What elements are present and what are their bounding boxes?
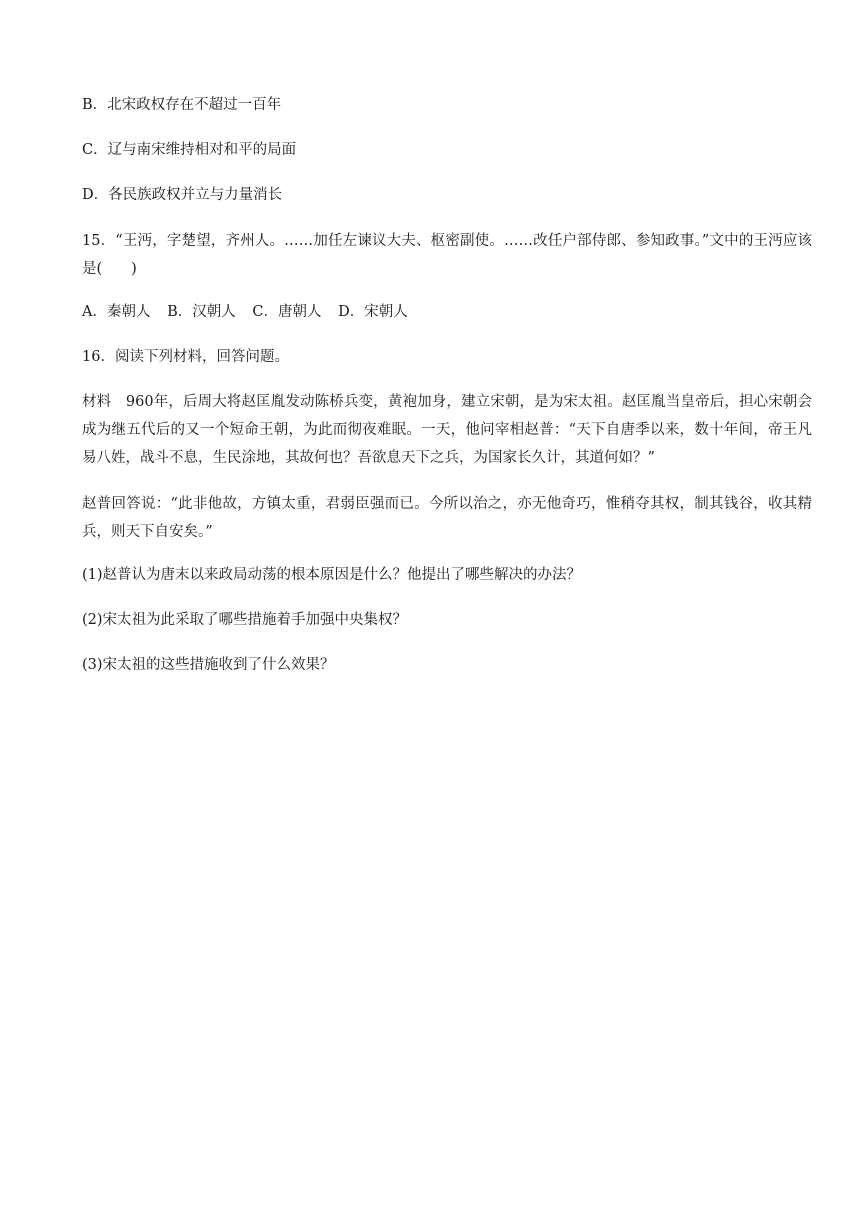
q15-option-b: B．汉朝人 [167,304,236,320]
question-16-title: 16．阅读下列材料，回答问题。 [82,349,289,365]
q15-option-a: A．秦朝人 [82,304,151,320]
question-16-zhaopu-answer: 赵普回答说：“此非他故，方镇太重，君弱臣强而已。今所以治之，亦无他奇巧，惟稍夺其权，制其钱谷，收其精兵，则天下自安矣。” [82,496,812,540]
option-c: C．辽与南宋维持相对和平的局面 [82,142,297,158]
question-16-sub-3: (3)宋太祖的这些措施收到了什么效果？ [82,657,335,673]
option-b: B．北宋政权存在不超过一百年 [82,97,282,113]
q15-option-d: D．宋朝人 [338,304,408,320]
question-16-sub-2: (2)宋太祖为此采取了哪些措施着手加强中央集权？ [82,612,408,628]
question-15-text: 15．“王沔，字楚望，齐州人。……加任左谏议大夫、枢密副使。……改任户部侍郎、参知政事。”文中的王沔应该是( ) [82,233,812,277]
q15-option-c: C．唐朝人 [252,304,322,320]
question-16-sub-1: (1)赵普认为唐末以来政局动荡的根本原因是什么？他提出了哪些解决的办法？ [82,567,582,583]
option-d: D．各民族政权并立与力量消长 [82,187,283,203]
question-16-material: 材料 960年，后周大将赵匡胤发动陈桥兵变，黄袍加身，建立宋朝，是为宋太祖。赵匡胤当皇帝后，担心宋朝会成为继五代后的又一个短命王朝，为此而彻夜难眠。一天，他问宰相赵普：“天下自唐季以来，数十年间，帝王凡易八姓，战斗不息，生民涂地，其故何也？吾欲息天下之兵，为国家长久计，其道何如？” [82,394,812,466]
question-15-options [82,297,812,327]
